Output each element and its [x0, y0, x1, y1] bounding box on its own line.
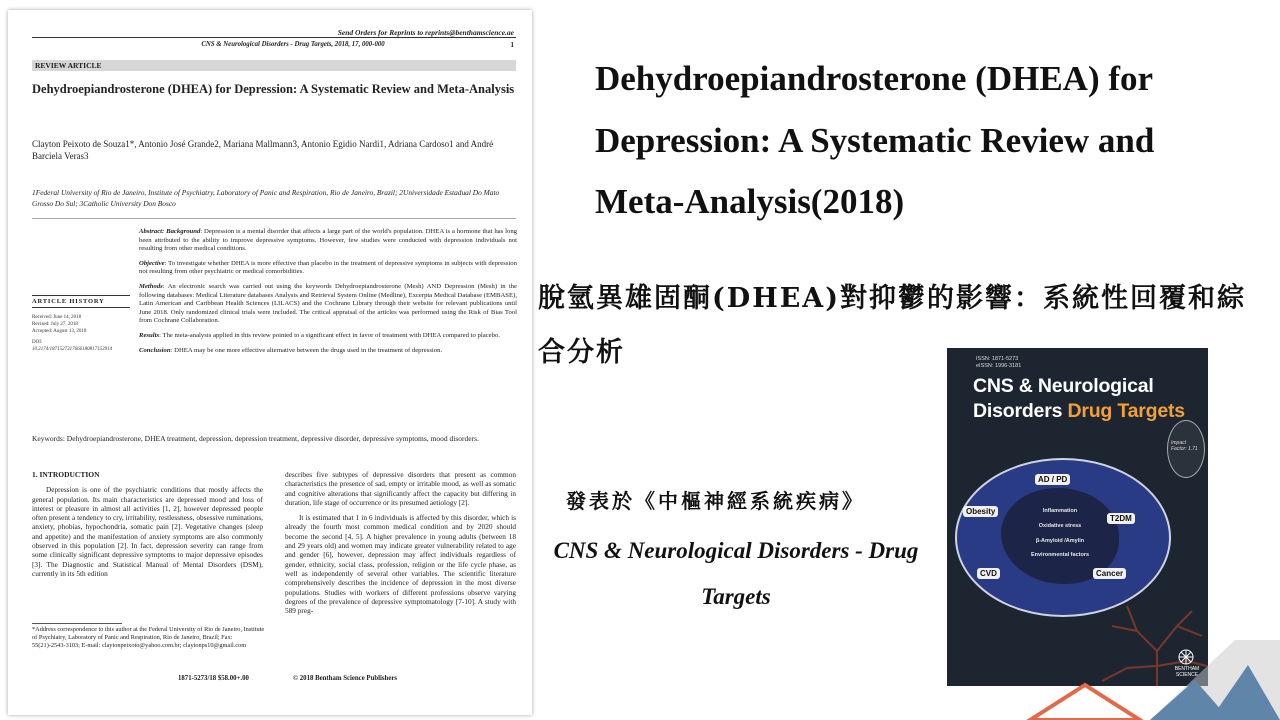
paper-affiliations: 1Federal University of Rio de Janeiro, Institute of Psychiatry, Laboratory of Panic and Respiration, Rio de Janeiro, Brazil; 2Universidade Estadual Do Mato Grosso Do Sul; 3Catholic University Don Bosco: [32, 188, 500, 208]
journal-citation-line: CNS & Neurological Disorders - Drug Targets, 2018, 17, 000-000: [201, 41, 385, 48]
cover-label-cancer: Cancer: [1093, 568, 1126, 579]
publisher-copyright: © 2018 Bentham Science Publishers: [293, 675, 398, 682]
article-type-bar: REVIEW ARTICLE: [32, 60, 516, 71]
abstract-results: Results: The meta-analysis applied in this review pointed to a significant effect in favor of treatment with DHEA compared to placebo.: [139, 331, 500, 339]
paper-keywords: Keywords: Dehydroepiandrosterone, DHEA treatment, depression, depression treatment, depressive disorder, depressive symptoms, mood disorders.: [32, 434, 479, 443]
cover-inner-inflammation: Inflammation: [1042, 508, 1078, 514]
orange-triangle-outline: [1030, 685, 1140, 720]
decorative-triangles: [1000, 640, 1280, 720]
intro-heading: 1. INTRODUCTION: [32, 470, 100, 479]
intro-paragraph-3: It is estimated that 1 in 6 individuals is affected by this disorder, which is already the fourth most common medical condition and by 2020 should become the second [4, 5]. A higher prevalence in young adults (between 18 and 29 years old) and women may indicate greater vulnerability related to age and gender [6], however, depression may affect individuals regardless of gender, ethnicity, social class, profession, religion or the life cycle phase, as well as independently of several other variables. The scientific literature comprehensively describes the incidence of depression in the most diverse populations. Studies with workers of different professions observe varying degrees of the prevalence of depressive symptomatology [7-10]. A study with 589 preg-: [285, 513, 516, 616]
cover-label-ad-pd: AD / PD: [1035, 474, 1070, 485]
publisher-name: BENTHAM SCIENCE: [1174, 666, 1200, 678]
issn-price-code: 1871-5273/18 $58.00+.00: [178, 675, 249, 682]
intro-column-right: [285, 470, 516, 615]
article-history-heading: ARTICLE HISTORY: [32, 295, 130, 308]
footnote-rule: [32, 623, 122, 624]
correspondence-footnote: *Address correspondence to this author at the Federal University of Rio de Janeiro, Institute of Psychiatry, Laboratory of Panic and Respiration, Rio de Janeiro, Brazil; Fax: 55(21)-2543-3103; E-mail: claytonpeixoto@yahoo.com.br; claytonps10@gmail.com: [32, 626, 265, 649]
cover-journal-name: CNS & Neurological Disorders Drug Targets: [973, 375, 1185, 422]
abstract-methods: Methods: An electronic search was carried out using the keywords Dehydroepiandrosterone (Mesh) AND Depression (Mesh) in the following databases: Medical Literature databases Analysis and Retrieval System Online (Medline), Excerpta Medical Database (EMBASE), Latin American and Caribbean Health Sciences (LILACS) and the Cochrane Library through their website for relevant publications until June 2018. Only randomized clinical trials were included. The critical appraisal of the articles was performed using the Risk of Bias Tool from Cochrane Collaboration.: [139, 282, 517, 325]
abstract-objective: Objective: To investigate whether DHEA is more effective than placebo in the treatment of depressive symptoms in subjects with depression not resulting from other psychiatric or medical comorbidities.: [139, 259, 517, 276]
cover-inner-amyloid: β-Amyloid /Amylin: [1035, 538, 1085, 544]
section-rule: [32, 218, 516, 219]
intro-paragraph-1: Depression is one of the psychiatric conditions that mostly affects the general population. Its main characteristics are depressed mood and loss of interest or pleasure in almost all activities [1, 2], however depressed people often present a tendency to cry, irritability, restlessness, obsessive ruminations, anxiety, phobias, hypochondria, somatic pain [2]. Vegetative changes (sleep and appetite) and the manifestation of anxiety symptoms are also commonly observed in this population [2]. In fact, depression severity can range from some clinically significant depressive symptoms to major depressive episodes [3]. The Diagnostic and Statistical Manual of Mental Disorders (DSM), currently in its 5th edition: [32, 485, 263, 578]
abstract-block: [139, 228, 517, 361]
paper-page-image: [8, 10, 532, 715]
published-in-chinese: 發表於《中樞神經系統疾病》: [566, 489, 865, 513]
paper-authors: Clayton Peixoto de Souza1*, Antonio José Grande2, Mariana Mallmann3, Antonio Egidio Nardi1, Adriana Cardoso1 and André Barciela Veras3: [32, 139, 494, 161]
cover-label-cvd: CVD: [977, 568, 1000, 579]
abstract-background: Abstract: Background: Depression is a mental disorder that affects a large part of the world's population. DHEA is a hormone that has long been attributed to the ability to improve depressive symptoms. However, few studies were conducted with depression individuals not resulting from other medical conditions.: [139, 228, 518, 253]
intro-column-left: [32, 470, 263, 578]
intro-paragraph-2: describes five subtypes of depressive disorders that present as common characteristics the presence of sad, empty or irritable mood, as well as somatic and cognitive alterations that significantly affect the capacity but differing in duration, life stage of occurrence or its presumed aetiology [2].: [285, 470, 516, 507]
cover-inner-oxidative: Oxidative stress: [1038, 523, 1082, 529]
cover-label-t2dm: T2DM: [1107, 513, 1135, 524]
impact-factor-text: Impact Factor: 1.71: [1171, 440, 1198, 452]
published-in-journal: CNS & Neurological Disorders - Drug Targets: [553, 538, 919, 609]
paper-title: Dehydroepiandrosterone (DHEA) for Depression: A Systematic Review and Meta-Analysis: [32, 82, 515, 96]
article-history-dates: Received: June 14, 2018 Revised: July 27, 2018 Accepted: August 13, 2018 DOI: 10.2174/1871527317666180817153914: [32, 315, 113, 352]
journal-cover-image: [947, 348, 1208, 686]
cover-inner-environment: Environmental factors: [1030, 552, 1090, 558]
chinese-title: 脫氫異雄固酮(DHEA)對抑鬱的影響：系統性回覆和綜合分析: [538, 283, 1247, 368]
english-title: Dehydroepiandrosterone (DHEA) for Depression: A Systematic Review and Meta-Analysis(2018): [595, 59, 1155, 221]
reprints-notice: Send Orders for Reprints to reprints@benthamscience.ae: [337, 28, 514, 37]
abstract-conclusion: Conclusion: DHEA may be one more effective alternative between the drugs used in the treatment of depression.: [139, 346, 443, 354]
page-number: 1: [510, 41, 514, 49]
cover-issn: ISSN: 1871-5273 eISSN: 1996-3181: [976, 356, 1022, 369]
cover-label-obesity: Obesity: [963, 506, 998, 517]
header-rule: [32, 37, 516, 38]
